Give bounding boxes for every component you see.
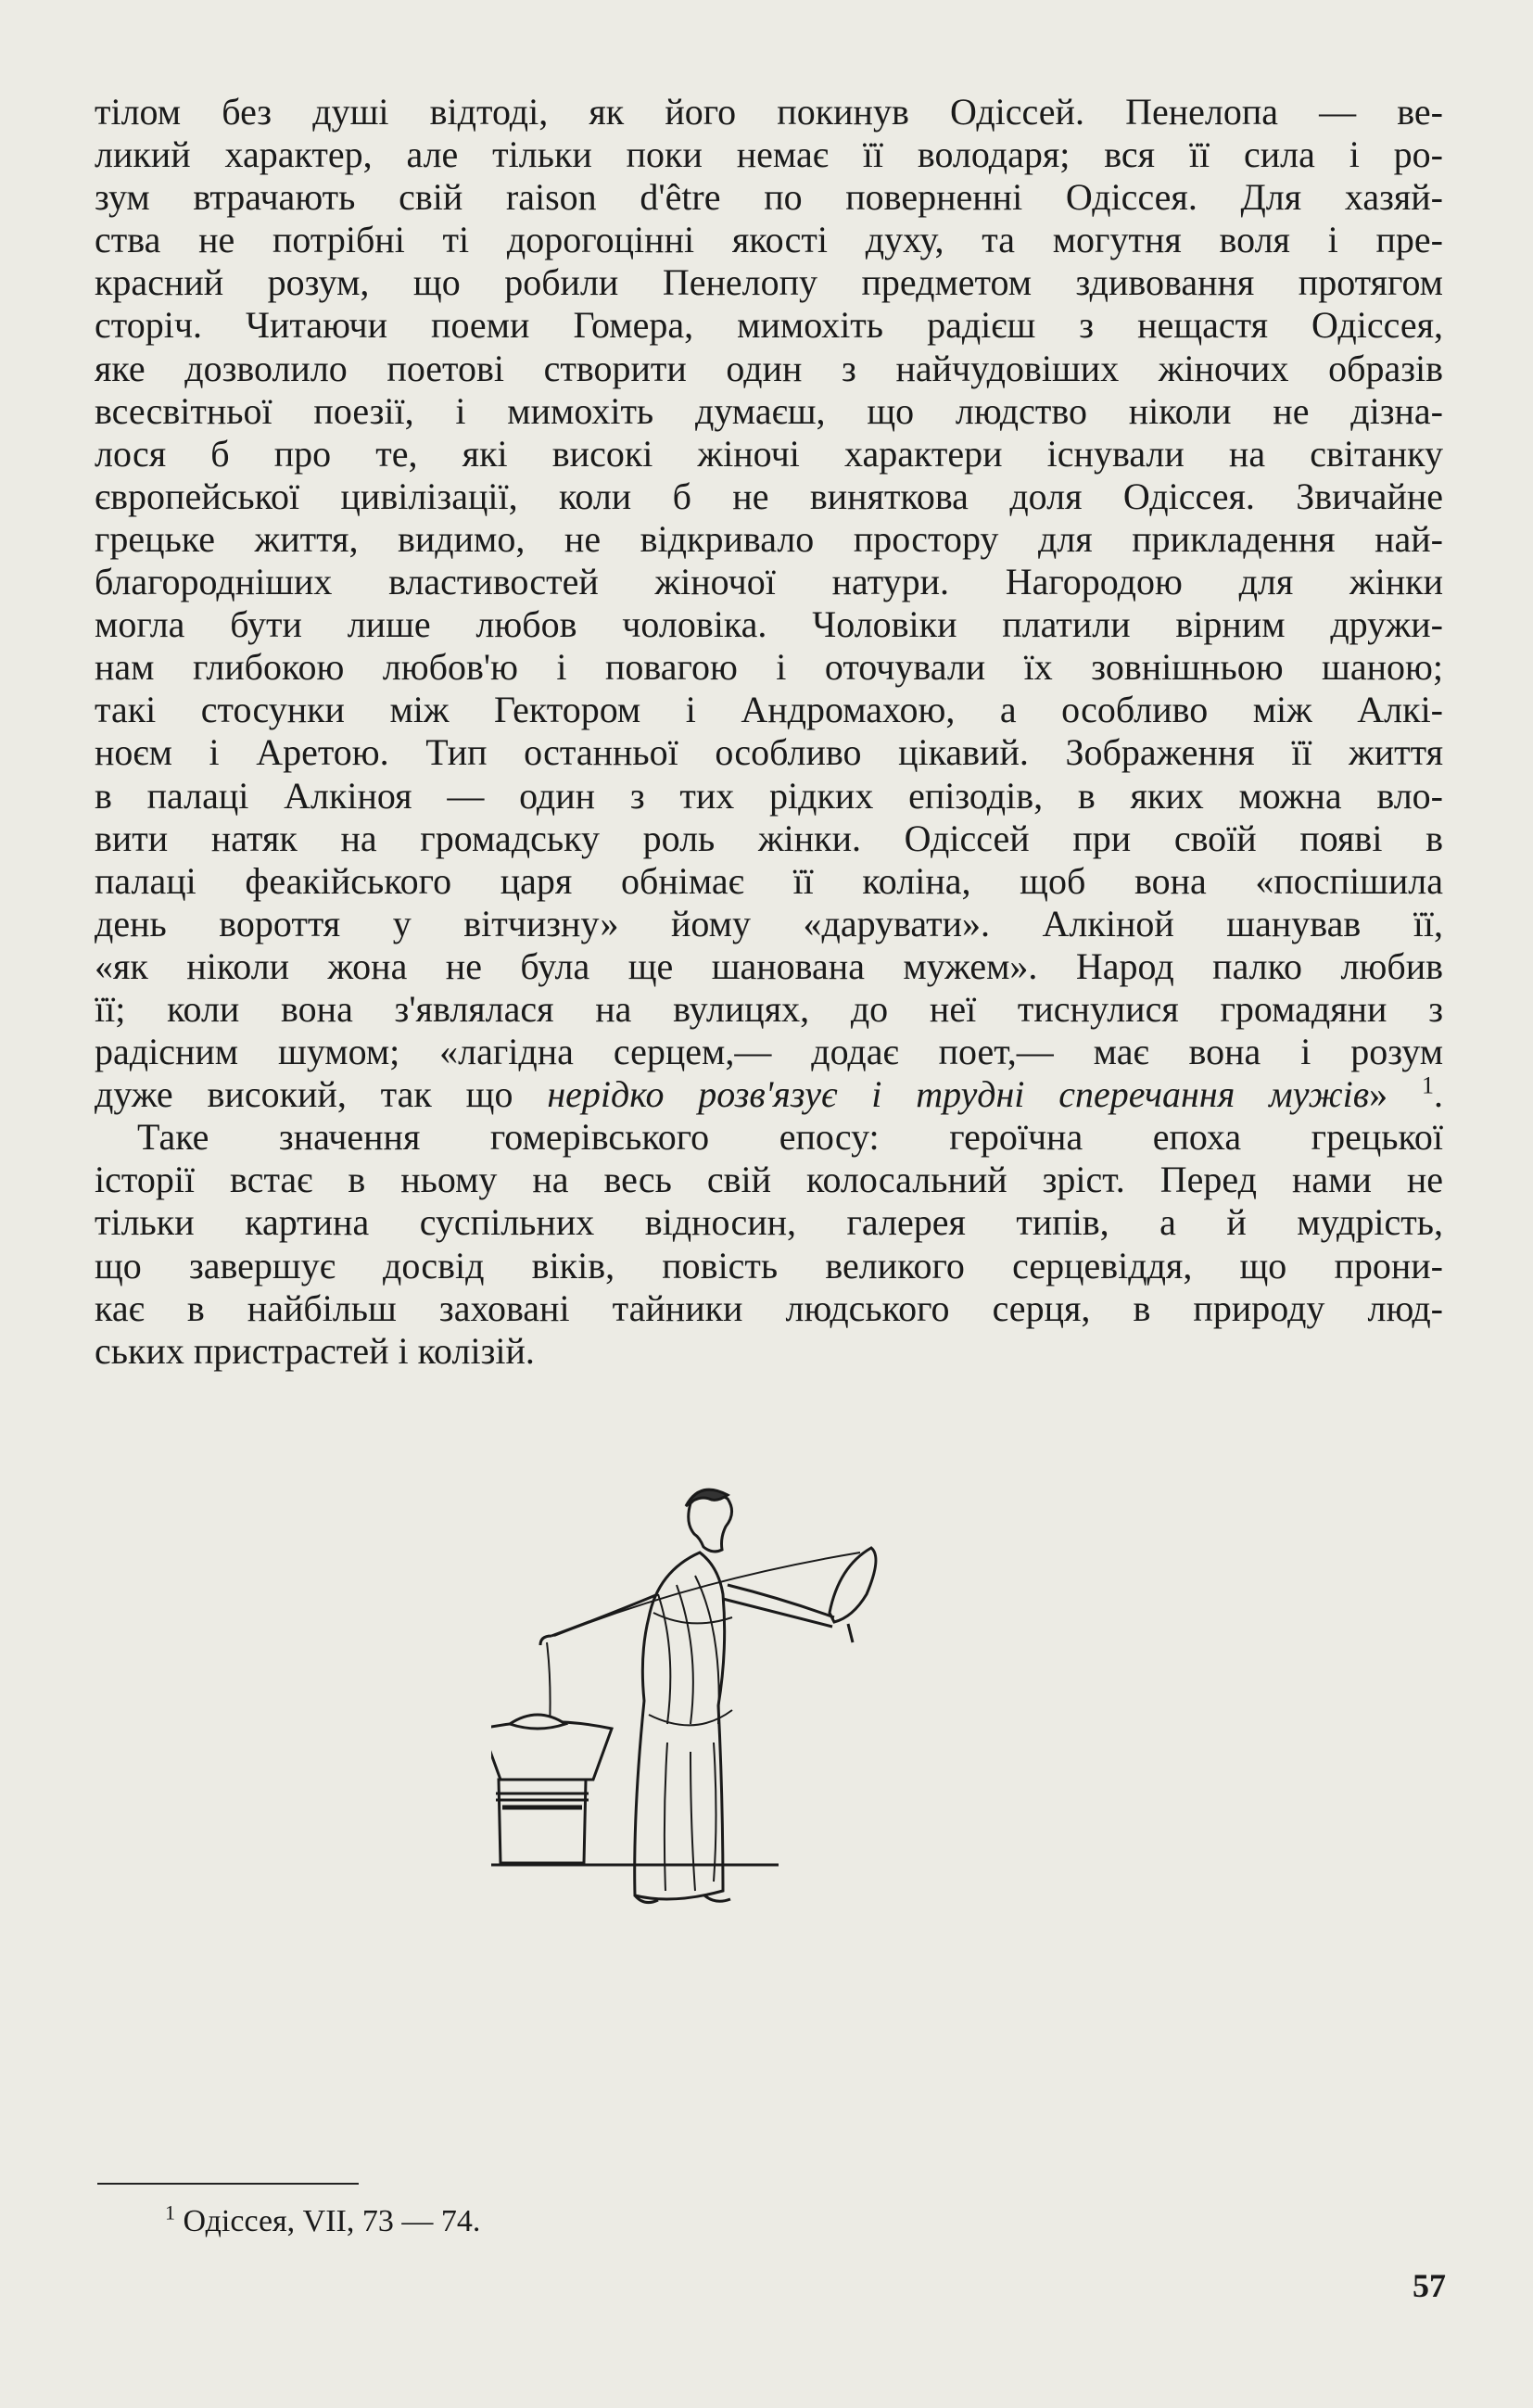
text-segment: . bbox=[1434, 1073, 1443, 1116]
text-line bbox=[95, 646, 1443, 689]
paragraph-2 bbox=[95, 1116, 1443, 1373]
text-line-content: ноєм і Аретою. Тип останньої особливо цікавий. Зображення її життя bbox=[95, 731, 1443, 774]
text-line-content: яке дозволило поетові створити один з найчудовіших жіночих образів bbox=[95, 347, 1443, 389]
text-line-content: ських пристрастей і колізій. bbox=[95, 1329, 535, 1372]
text-line bbox=[95, 133, 1443, 176]
text-line-content: день вороття у вітчизну» йому «дарувати». Алкіной шанував її, bbox=[95, 902, 1443, 944]
footnote-marker: 1 bbox=[165, 2200, 175, 2224]
text-line bbox=[95, 603, 1443, 646]
text-line-content: всесвітньої поезії, і мимохіть думаєш, що людство ніколи не дізна- bbox=[95, 389, 1443, 432]
page-number: 57 bbox=[1413, 2267, 1446, 2304]
footnote-text: Одіссея, VII, 73 — 74. bbox=[183, 2204, 481, 2238]
italic-quote: нерідко розв'язує і трудні сперечання мужів bbox=[547, 1073, 1370, 1116]
text-line-content: палаці феакійського царя обнімає її коліна, щоб вона «поспішила bbox=[95, 859, 1443, 902]
text-line bbox=[95, 860, 1443, 903]
footnote bbox=[165, 2200, 481, 2239]
footnote-reference[interactable]: 1 bbox=[1422, 1071, 1434, 1099]
paragraph-1 bbox=[95, 91, 1443, 1073]
text-line-content: красний розум, що робили Пенелопу предметом здивовання протягом bbox=[95, 261, 1443, 304]
text-line-content: грецьке життя, видимо, не відкривало простору для прикладення най- bbox=[95, 517, 1443, 560]
text-line bbox=[95, 176, 1443, 219]
text-line bbox=[95, 304, 1443, 347]
text-line-content: ства не потрібні ті дорогоцінні якості духу, та могутня воля і пре- bbox=[95, 219, 1443, 261]
text-line bbox=[95, 731, 1443, 774]
text-line-content: в палаці Алкіноя — один з тих рідких епізодів, в яких можна вло- bbox=[95, 774, 1443, 817]
text-line-content: європейської цивілізації, коли б не виняткова доля Одіссея. Звичайне bbox=[95, 475, 1443, 517]
text-line bbox=[95, 475, 1443, 518]
text-line bbox=[95, 1031, 1443, 1073]
text-line-content: нам глибокою любов'ю і повагою і оточували їх зовнішньою шаною; bbox=[95, 646, 1443, 689]
text-line bbox=[95, 1073, 1443, 1116]
text-line-content: радісним шумом; «лагідна серцем,— додає поет,— має вона і розум bbox=[95, 1031, 1443, 1073]
text-line-content: тілом без душі відтоді, як його покинув Одіссей. Пенелопа — ве- bbox=[95, 91, 1443, 133]
text-line-content: її; коли вона з'являлася на вулицях, до неї тиснулися громадяни з bbox=[95, 987, 1443, 1030]
text-line-content: благородніших властивостей жіночої натури. Нагородою для жінки bbox=[95, 561, 1443, 603]
text-line bbox=[95, 1159, 1443, 1201]
woman-spinning-illustration bbox=[491, 1483, 1029, 2039]
text-line-content: лося б про те, які високі жіночі характери існували на світанку bbox=[95, 432, 1443, 475]
text-line bbox=[95, 219, 1443, 261]
text-line-content: ликий характер, але тільки поки немає її володаря; вся її сила і ро- bbox=[95, 133, 1443, 176]
text-line-content: такі стосунки між Гектором і Андромахою, а особливо між Алкі- bbox=[95, 689, 1443, 731]
text-line bbox=[95, 903, 1443, 945]
text-line-content: що завершує досвід віків, повість великого серцевіддя, що прони- bbox=[95, 1244, 1443, 1286]
text-line bbox=[95, 775, 1443, 817]
text-line-content: Таке значення гомерівського епосу: героїчна епоха грецької bbox=[137, 1116, 1443, 1159]
text-line-content: сторіч. Читаючи поеми Гомера, мимохіть радієш з нещастя Одіссея, bbox=[95, 304, 1443, 347]
text-line bbox=[95, 518, 1443, 561]
text-line bbox=[95, 817, 1443, 860]
text-segment: дуже високий, так що bbox=[95, 1073, 548, 1116]
text-line bbox=[95, 561, 1443, 603]
text-segment: » bbox=[1369, 1073, 1388, 1116]
text-line bbox=[95, 1330, 1443, 1373]
text-line-content: історії встає в ньому на весь свій колосальний зріст. Перед нами не bbox=[95, 1159, 1443, 1201]
text-line bbox=[95, 390, 1443, 433]
text-line bbox=[95, 433, 1443, 475]
text-line bbox=[95, 261, 1443, 304]
text-line-content: тільки картина суспільних відносин, галерея типів, а й мудрість, bbox=[95, 1201, 1443, 1244]
text-line-content: могла бути лише любов чоловіка. Чоловіки платили вірним дружи- bbox=[95, 603, 1443, 646]
text-line bbox=[95, 1245, 1443, 1287]
text-line bbox=[95, 1287, 1443, 1330]
text-line bbox=[95, 1201, 1443, 1244]
text-line bbox=[95, 1116, 1443, 1159]
text-line bbox=[95, 689, 1443, 731]
text-line bbox=[95, 91, 1443, 133]
text-line bbox=[95, 945, 1443, 988]
body-text bbox=[95, 91, 1443, 1373]
text-line-content: вити натяк на громадську роль жінки. Одіссей при своїй появі в bbox=[95, 817, 1443, 859]
text-line-content: кає в найбільш заховані тайники людського серця, в природу люд- bbox=[95, 1286, 1443, 1329]
text-line bbox=[95, 348, 1443, 390]
text-line-content: «як ніколи жона не була ще шанована мужем». Народ палко любив bbox=[95, 944, 1443, 987]
text-line bbox=[95, 988, 1443, 1031]
text-line-content: зум втрачають свій raison d'être по поверненні Одіссея. Для хазяй- bbox=[95, 176, 1443, 219]
footnote-divider bbox=[97, 2183, 359, 2185]
